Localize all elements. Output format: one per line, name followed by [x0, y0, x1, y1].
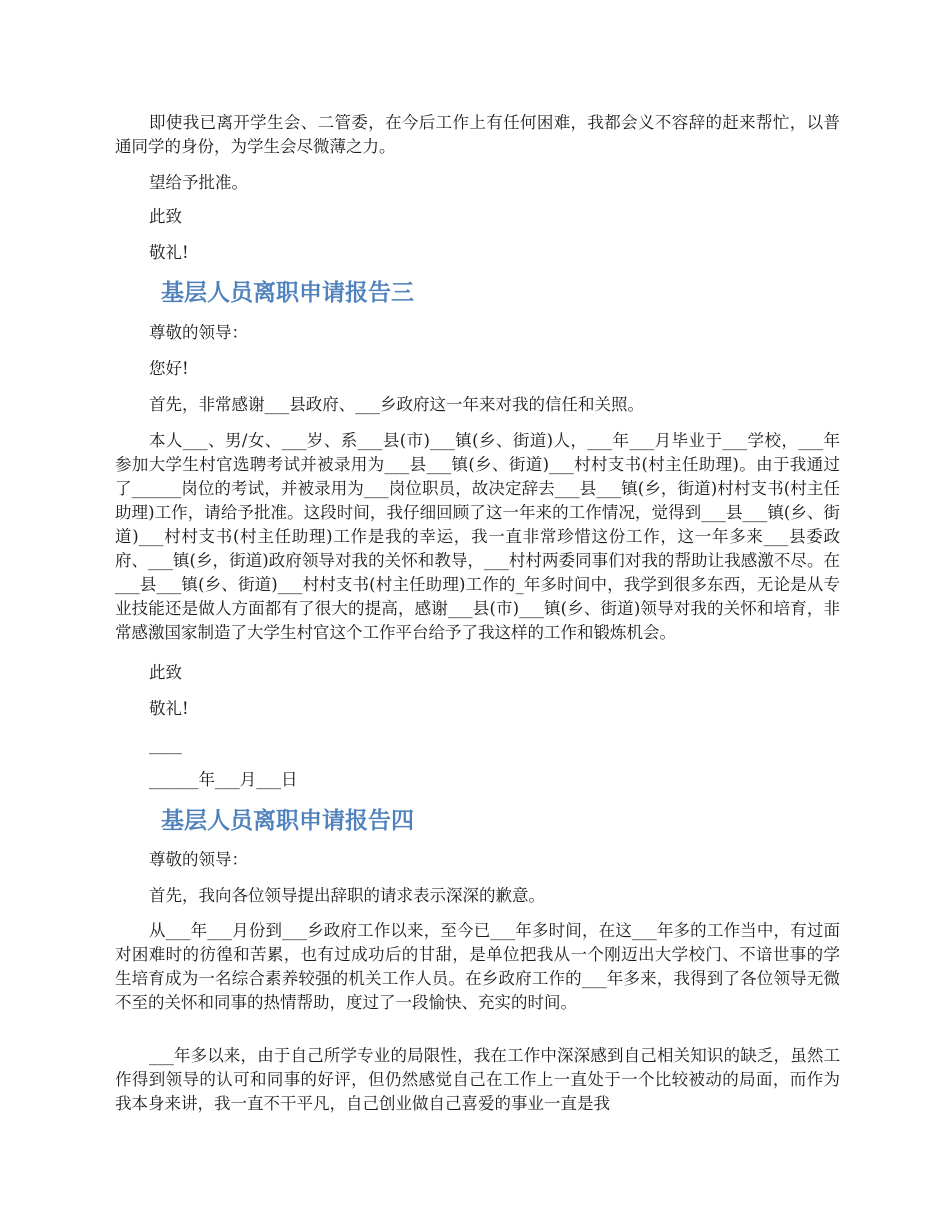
section-3-paragraph-body: 本人___、男/女、___岁、系___县(市)___镇(乡、街道)人，___年___月毕业于___学校，___年参加大学生村官选聘考试并被录用为___县___镇(乡、街道)___村村支书(村主任助理)。由于我通过了______岗位的考试，并被录用为___岗位职员，故决定辞去___县___镇(乡，街道)村村支书(村主任助理)工作，请给予批准。这段时间，我仔细回顾了这一年来的工作情况，觉得到___县___镇(乡、街道)___村村支书(村主任助理)工作是我的幸运，我一直非常珍惜这份工作，这一年多来___县委政府、___镇(乡，街道)政府领导对我的关怀和教导，___村村两委同事们对我的帮助让我感激不尽。在___县___镇(乡、街道)___村村支书(村主任助理)工作的_年多时间中，我学到很多东西，无论是从专业技能还是做人方面都有了很大的提高，感谢___县(市)___镇(乡、街道)领导对我的关怀和培育，非常感激国家制造了大学生村官这个工作平台给予了我这样的工作和锻炼机会。 — [115, 431, 840, 642]
section-3-salutation: 尊敬的领导： — [149, 323, 248, 342]
section-3-closing-cizhi: 此致 — [149, 663, 182, 682]
section-4-salutation: 尊敬的领导： — [149, 850, 248, 869]
section-3-paragraph-thanks: 首先，非常感谢___县政府、___乡政府这一年来对我的信任和关照。 — [149, 395, 644, 414]
section-4-title: 基层人员离职申请报告四 — [161, 808, 414, 834]
section-4-paragraph-apology: 首先，我向各位领导提出辞职的请求表示深深的歉意。 — [149, 886, 545, 905]
closing-jingli: 敬礼! — [149, 243, 189, 262]
section-3-signature-blank: ____ — [149, 735, 182, 754]
section-3-date-line: ______年___月___日 — [149, 770, 298, 789]
closing-cizhi: 此致 — [149, 207, 182, 226]
section-3-title: 基层人员离职申请报告三 — [161, 280, 414, 306]
section-3-closing-jingli: 敬礼! — [149, 699, 189, 718]
section-3-greeting: 您好! — [149, 359, 189, 378]
paragraph-resign-support: 即使我已离开学生会、二管委，在今后工作上有任何困难，我都会义不容辞的赶来帮忙，以普通同学的身份，为学生会尽微薄之力。 — [115, 113, 840, 156]
section-4-paragraph-history: 从___年___月份到___乡政府工作以来，至今已___年多时间，在这___年多的工作当中，有过面对困难时的彷徨和苦累，也有过成功后的甘甜，是单位把我从一个刚迈出大学校门、不谙世事的学生培育成为一名综合素养较强的机关工作人员。在乡政府工作的___年多来，我得到了各位领导无微不至的关怀和同事的热情帮助，度过了一段愉快、充实的时间。 — [115, 921, 840, 1012]
section-4-paragraph-reason: ___年多以来，由于自己所学专业的局限性，我在工作中深深感到自己相关知识的缺乏，虽然工作得到领导的认可和同事的好评，但仍然感觉自己在工作上一直处于一个比较被动的局面，而作为我本身来讲，我一直不干平凡，自己创业做自己喜爱的事业一直是我 — [115, 1046, 840, 1113]
request-approval-line: 望给予批准。 — [149, 173, 248, 192]
